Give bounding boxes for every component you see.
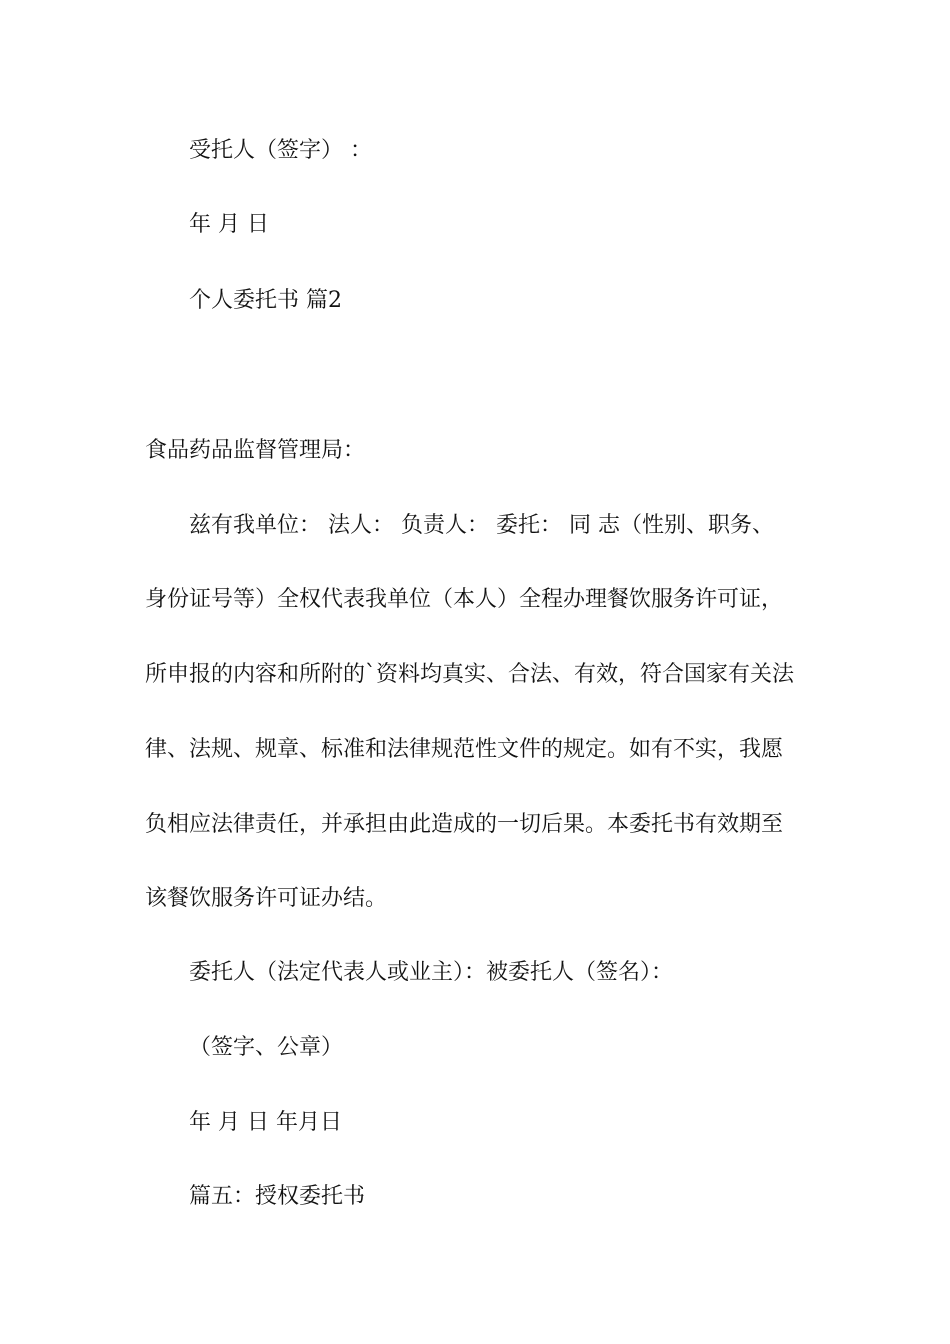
- body-paragraph-line-5: 负相应法律责任，并承担由此造成的一切后果。本委托书有效期至: [145, 812, 784, 837]
- body-paragraph-line-6: 该餐饮服务许可证办结。: [145, 886, 388, 911]
- body-paragraph-line-2: 身份证号等）全权代表我单位（本人）全程办理餐饮服务许可证，: [145, 587, 784, 612]
- body-paragraph-line-4: 律、法规、规章、标准和法律规范性文件的规定。如有不实，我愿: [145, 737, 784, 762]
- body-paragraph-line-3: 所申报的内容和所附的`资料均真实、合法、有效，符合国家有关法: [145, 662, 795, 687]
- addressee: 食品药品监督管理局：: [145, 438, 366, 463]
- section-heading-personal-power-of-attorney: 个人委托书 篇2: [189, 288, 342, 313]
- section-heading-authorization-letter: 篇五：授权委托书: [189, 1184, 366, 1209]
- seal-note: （签字、公章）: [189, 1035, 344, 1060]
- body-paragraph-line-1: 兹有我单位： 法人： 负责人： 委托： 同 志（性别、职务、: [189, 513, 774, 538]
- signature-parties-line: 委托人（法定代表人或业主）：被委托人（签名）：: [189, 960, 674, 985]
- trustee-signature-line: 受托人（签字） ：: [189, 138, 372, 163]
- signature-dates-line: 年 月 日 年月日: [189, 1110, 342, 1135]
- date-line: 年 月 日: [189, 212, 269, 237]
